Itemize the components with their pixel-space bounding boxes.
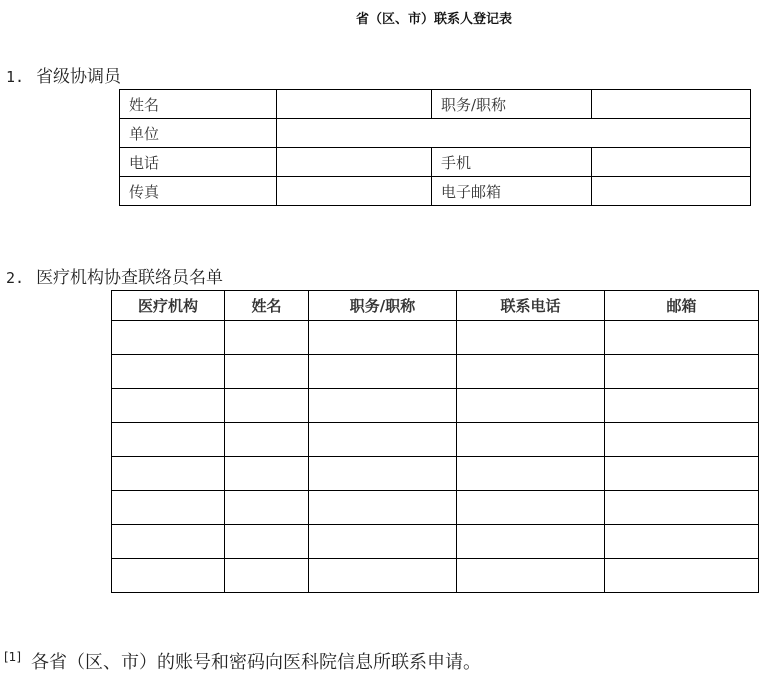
column-header-email: 邮箱	[605, 291, 759, 321]
label-phone: 电话	[120, 148, 277, 177]
cell-email[interactable]	[605, 559, 759, 593]
label-position-title: 职务/职称	[432, 90, 592, 119]
label-email: 电子邮箱	[432, 177, 592, 206]
column-header-phone: 联系电话	[457, 291, 605, 321]
section-number: 2.	[6, 269, 25, 287]
cell-phone[interactable]	[457, 355, 605, 389]
label-organization: 单位	[120, 119, 277, 148]
label-name: 姓名	[120, 90, 277, 119]
cell-name[interactable]	[225, 559, 309, 593]
cell-institution[interactable]	[112, 355, 225, 389]
section-heading-liaison-list	[6, 263, 223, 288]
table-row	[112, 559, 759, 593]
provincial-coordinator-table	[119, 89, 751, 206]
table-row	[120, 148, 751, 177]
table-row	[112, 389, 759, 423]
cell-email[interactable]	[605, 457, 759, 491]
table-header-row	[112, 291, 759, 321]
cell-institution[interactable]	[112, 423, 225, 457]
cell-email[interactable]	[605, 389, 759, 423]
column-header-name: 姓名	[225, 291, 309, 321]
section-title: 医疗机构协查联络员名单	[36, 268, 224, 288]
table-row	[120, 177, 751, 206]
footnote-text: 各省（区、市）的账号和密码向医科院信息所联系申请。	[31, 652, 481, 673]
column-header-institution: 医疗机构	[112, 291, 225, 321]
cell-position-title[interactable]	[309, 525, 457, 559]
section-number: 1.	[6, 68, 25, 86]
cell-name[interactable]	[225, 525, 309, 559]
section-heading-provincial-coordinator	[6, 62, 121, 87]
value-email[interactable]	[592, 177, 751, 206]
cell-institution[interactable]	[112, 457, 225, 491]
cell-name[interactable]	[225, 423, 309, 457]
cell-phone[interactable]	[457, 559, 605, 593]
footnote-marker: [1]	[4, 650, 21, 664]
cell-institution[interactable]	[112, 525, 225, 559]
table-row	[120, 90, 751, 119]
cell-name[interactable]	[225, 389, 309, 423]
cell-institution[interactable]	[112, 389, 225, 423]
cell-phone[interactable]	[457, 457, 605, 491]
section-title: 省级协调员	[36, 67, 122, 87]
label-fax: 传真	[120, 177, 277, 206]
cell-position-title[interactable]	[309, 355, 457, 389]
cell-phone[interactable]	[457, 321, 605, 355]
value-fax[interactable]	[277, 177, 432, 206]
cell-position-title[interactable]	[309, 321, 457, 355]
cell-phone[interactable]	[457, 423, 605, 457]
cell-email[interactable]	[605, 491, 759, 525]
cell-name[interactable]	[225, 491, 309, 525]
cell-institution[interactable]	[112, 321, 225, 355]
value-organization[interactable]	[277, 119, 751, 148]
column-header-position-title: 职务/职称	[309, 291, 457, 321]
hospital-liaison-table	[111, 290, 759, 593]
cell-position-title[interactable]	[309, 457, 457, 491]
cell-email[interactable]	[605, 525, 759, 559]
table-row	[112, 491, 759, 525]
value-phone[interactable]	[277, 148, 432, 177]
cell-position-title[interactable]	[309, 423, 457, 457]
table-row	[112, 525, 759, 559]
cell-phone[interactable]	[457, 525, 605, 559]
cell-email[interactable]	[605, 321, 759, 355]
cell-position-title[interactable]	[309, 491, 457, 525]
footnote	[4, 648, 481, 674]
table-row	[112, 457, 759, 491]
table-row	[112, 423, 759, 457]
value-mobile[interactable]	[592, 148, 751, 177]
value-name[interactable]	[277, 90, 432, 119]
table-row	[120, 119, 751, 148]
cell-email[interactable]	[605, 355, 759, 389]
cell-position-title[interactable]	[309, 389, 457, 423]
document-title: 省（区、市）联系人登记表	[355, 12, 512, 27]
cell-name[interactable]	[225, 321, 309, 355]
table-row	[112, 321, 759, 355]
cell-phone[interactable]	[457, 491, 605, 525]
liaison-table-body	[112, 321, 759, 593]
value-position-title[interactable]	[592, 90, 751, 119]
cell-name[interactable]	[225, 457, 309, 491]
cell-phone[interactable]	[457, 389, 605, 423]
cell-institution[interactable]	[112, 491, 225, 525]
cell-name[interactable]	[225, 355, 309, 389]
table-row	[112, 355, 759, 389]
cell-institution[interactable]	[112, 559, 225, 593]
label-mobile: 手机	[432, 148, 592, 177]
cell-email[interactable]	[605, 423, 759, 457]
cell-position-title[interactable]	[309, 559, 457, 593]
